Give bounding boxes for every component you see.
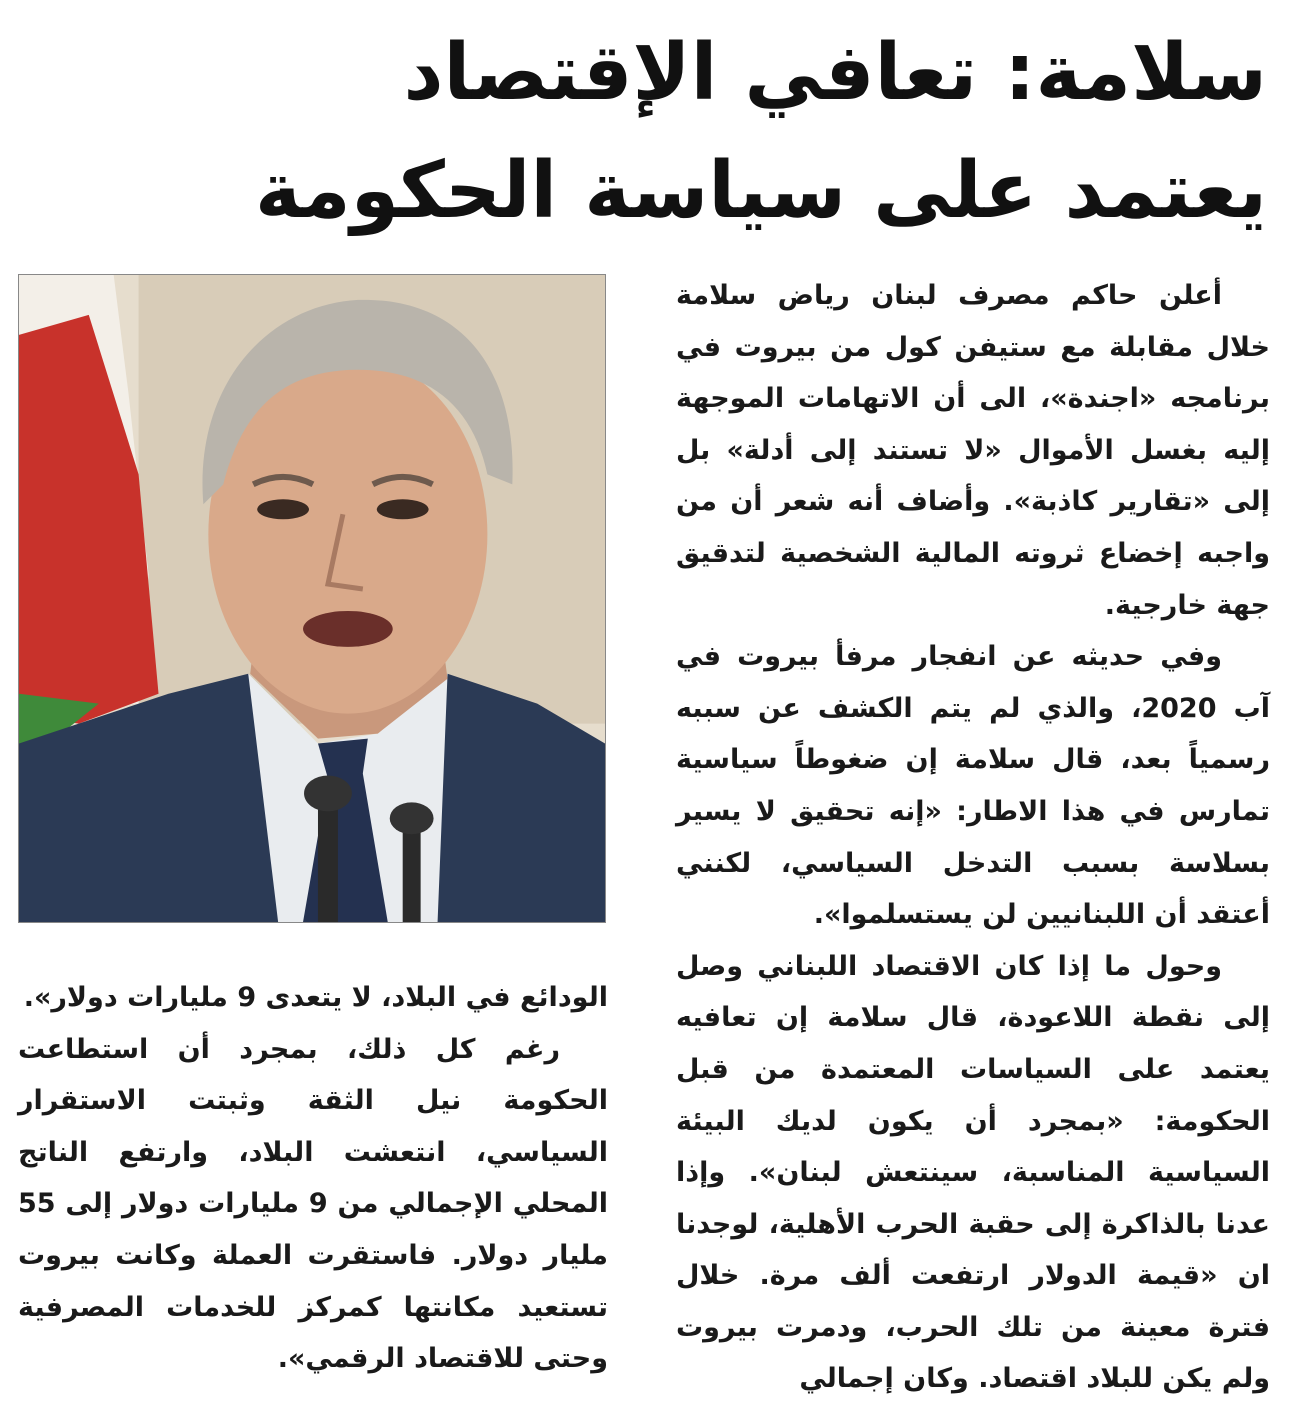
headline <box>20 14 1267 250</box>
portrait-photo <box>18 274 606 923</box>
article-paragraph-1: أعلن حاكم مصرف لبنان رياض سلامة خلال مقابلة مع ستيفن كول من بيروت في برنامجه «اجندة»، الى أن الاتهامات الموجهة إليه بغسل الأموال «لا تستند إلى أدلة» بل إلى «تقارير كاذبة». وأضاف أنه شعر أن من واجبه إخضاع ثروته المالية الشخصية لتدقيق جهة خارجية. <box>676 280 1270 621</box>
article-right-column <box>676 270 1270 1405</box>
headline-line-2: يعتمد على سياسة الحكومة <box>255 146 1267 236</box>
article-paragraph-4: الودائع في البلاد، لا يتعدى 9 مليارات دولار». <box>23 982 608 1013</box>
article-paragraph-2: وفي حديثه عن انفجار مرفأ بيروت في آب 2020، والذي لم يتم الكشف عن سببه رسمياً بعد، قال سلامة إن ضغوطاً سياسية تمارس في هذا الاطار: «إنه تحقيق لا يسير بسلاسة بسبب التدخل السياسي، لكنني أعتقد أن اللبنانيين لن يستسلموا». <box>676 641 1270 931</box>
headline-line-1: سلامة: تعافي الإقتصاد <box>403 28 1267 118</box>
article-paragraph-3: وحول ما إذا كان الاقتصاد اللبناني وصل إلى نقطة اللاعودة، قال سلامة إن تعافيه يعتمد على السياسات المعتمدة من قبل الحكومة: «بمجرد أن يكون لديك البيئة السياسية المناسبة، سينتعش لبنان». وإذا عدنا بالذاكرة إلى حقبة الحرب الأهلية، لوجدنا ان «قيمة الدولار ارتفعت ألف مرة. خلال فترة معينة من تلك الحرب، ودمرت بيروت ولم يكن للبلاد اقتصاد. وكان إجمالي <box>676 950 1270 1395</box>
portrait-photo-icon <box>19 275 605 922</box>
article-paragraph-5: رغم كل ذلك، بمجرد أن استطاعت الحكومة نيل الثقة وثبتت الاستقرار السياسي، انتعشت البلاد، وارتفع الناتج المحلي الإجمالي من 9 مليارات دولار إلى 55 مليار دولار. فاستقرت العملة وكانت بيروت تستعيد مكانتها كمركز للخدمات المصرفية وحتى للاقتصاد الرقمي». <box>18 1033 608 1375</box>
article-left-column <box>18 972 608 1385</box>
